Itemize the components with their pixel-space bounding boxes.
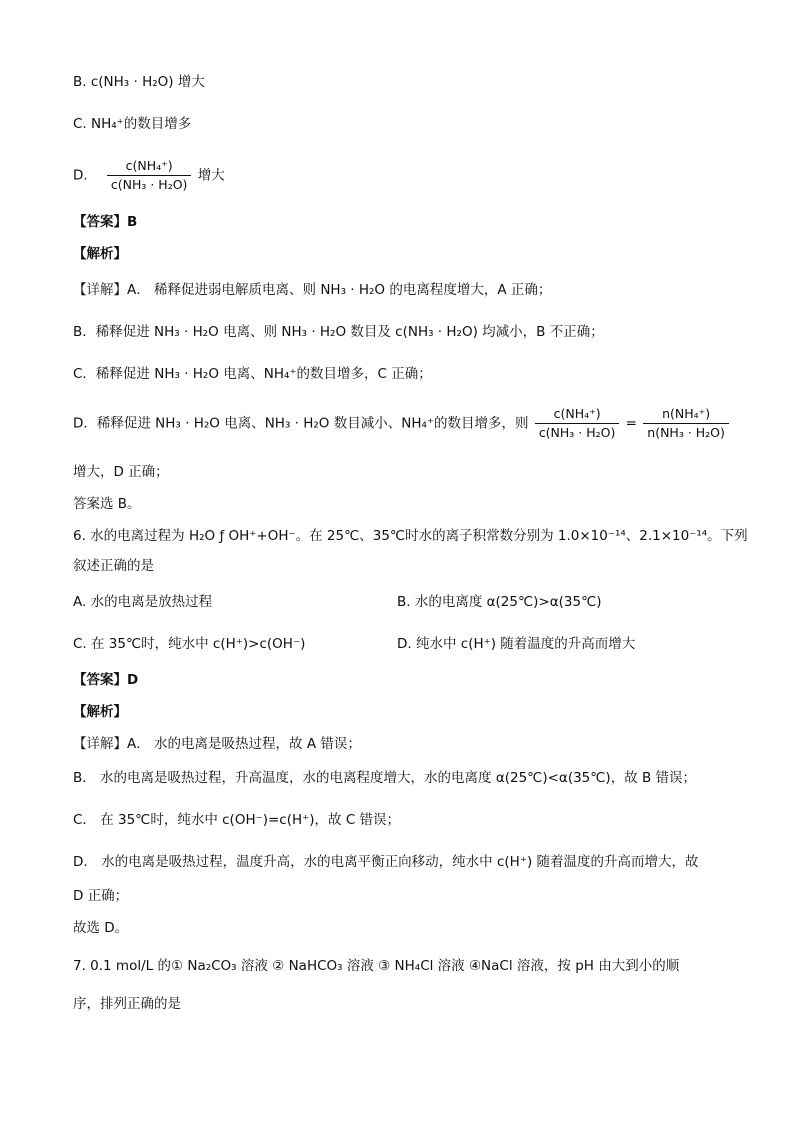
- detail-b: B． 水的电离是吸热过程，升高温度，水的电离程度增大，水的电离度 α(25℃)<α(35℃)，故 B 错误；: [73, 770, 697, 786]
- q6-option-a: A. 水的电离是放热过程: [73, 594, 213, 610]
- detail-d-prefix: D．稀释促进 NH₃ · H₂O 电离、NH₃ · H₂O 数目减小、NH₄⁺的数目增多，则: [73, 415, 529, 432]
- option-d-suffix: 增大: [197, 167, 225, 184]
- option-c: C. NH₄⁺的数目增多: [73, 116, 192, 132]
- fraction-denominator: c(NH₃ · H₂O): [110, 177, 188, 192]
- detail-d: D． 水的电离是吸热过程，温度升高，水的电离平衡正向移动，纯水中 c(H⁺) 随着温度的升高而增大，故: [73, 854, 699, 870]
- q6-option-c: C. 在 35℃时，纯水中 c(H⁺)>c(OH⁻): [73, 636, 306, 652]
- question-7-stem-cont: 序，排列正确的是: [73, 996, 181, 1012]
- q6-option-b: B. 水的电离度 α(25℃)>α(35℃): [397, 594, 602, 610]
- detail-d: [73, 406, 731, 441]
- fraction-numerator: n(NH₄⁺): [643, 406, 729, 424]
- answer-label: 【答案】D: [73, 672, 139, 688]
- option-d: [73, 158, 225, 193]
- answer-label: 【答案】B: [73, 214, 138, 230]
- detail-d-fraction-c: [535, 406, 620, 441]
- fraction-numerator: c(NH₄⁺): [535, 406, 620, 424]
- fraction-denominator: c(NH₃ · H₂O): [538, 425, 616, 440]
- detail-d-cont: D 正确；: [73, 888, 129, 904]
- analysis-label: 【解析】: [73, 704, 127, 720]
- option-b: B. c(NH₃ · H₂O) 增大: [73, 74, 205, 90]
- equals-sign: =: [625, 415, 637, 432]
- detail-a: 【详解】A． 水的电离是吸热过程，故 A 错误；: [73, 736, 361, 752]
- detail-c: C． 在 35℃时，纯水中 c(OH⁻)=c(H⁺)，故 C 错误；: [73, 812, 401, 828]
- fraction-denominator: n(NH₃ · H₂O): [647, 425, 725, 440]
- detail-d-end: 增大，D 正确；: [73, 464, 169, 480]
- option-d-label: D.: [73, 167, 88, 184]
- detail-c: C．稀释促进 NH₃ · H₂O 电离、NH₄⁺的数目增多，C 正确；: [73, 366, 432, 382]
- answer-choice: 故选 D。: [73, 920, 129, 936]
- question-6-stem: 6. 水的电离过程为 H₂O ƒ OH⁺+OH⁻。在 25℃、35℃时水的离子积常数分别为 1.0×10⁻¹⁴、2.1×10⁻¹⁴。下列: [73, 528, 748, 544]
- option-d-fraction: [107, 158, 192, 193]
- question-6-stem-cont: 叙述正确的是: [73, 558, 154, 574]
- analysis-label: 【解析】: [73, 246, 127, 262]
- q6-option-d: D. 纯水中 c(H⁺) 随着温度的升高而增大: [397, 636, 636, 652]
- detail-a: 【详解】A． 稀释促进弱电解质电离、则 NH₃ · H₂O 的电离程度增大，A 正确；: [73, 282, 552, 298]
- fraction-numerator: c(NH₄⁺): [107, 158, 192, 176]
- question-7-stem: 7. 0.1 mol/L 的① Na₂CO₃ 溶液 ② NaHCO₃ 溶液 ③ NH₄Cl 溶液 ④NaCl 溶液，按 pH 由大到小的顺: [73, 958, 680, 974]
- detail-b: B．稀释促进 NH₃ · H₂O 电离、则 NH₃ · H₂O 数目及 c(NH₃ · H₂O) 均减小，B 不正确；: [73, 324, 604, 340]
- answer-choice: 答案选 B。: [73, 496, 141, 512]
- detail-d-fraction-n: [643, 406, 729, 441]
